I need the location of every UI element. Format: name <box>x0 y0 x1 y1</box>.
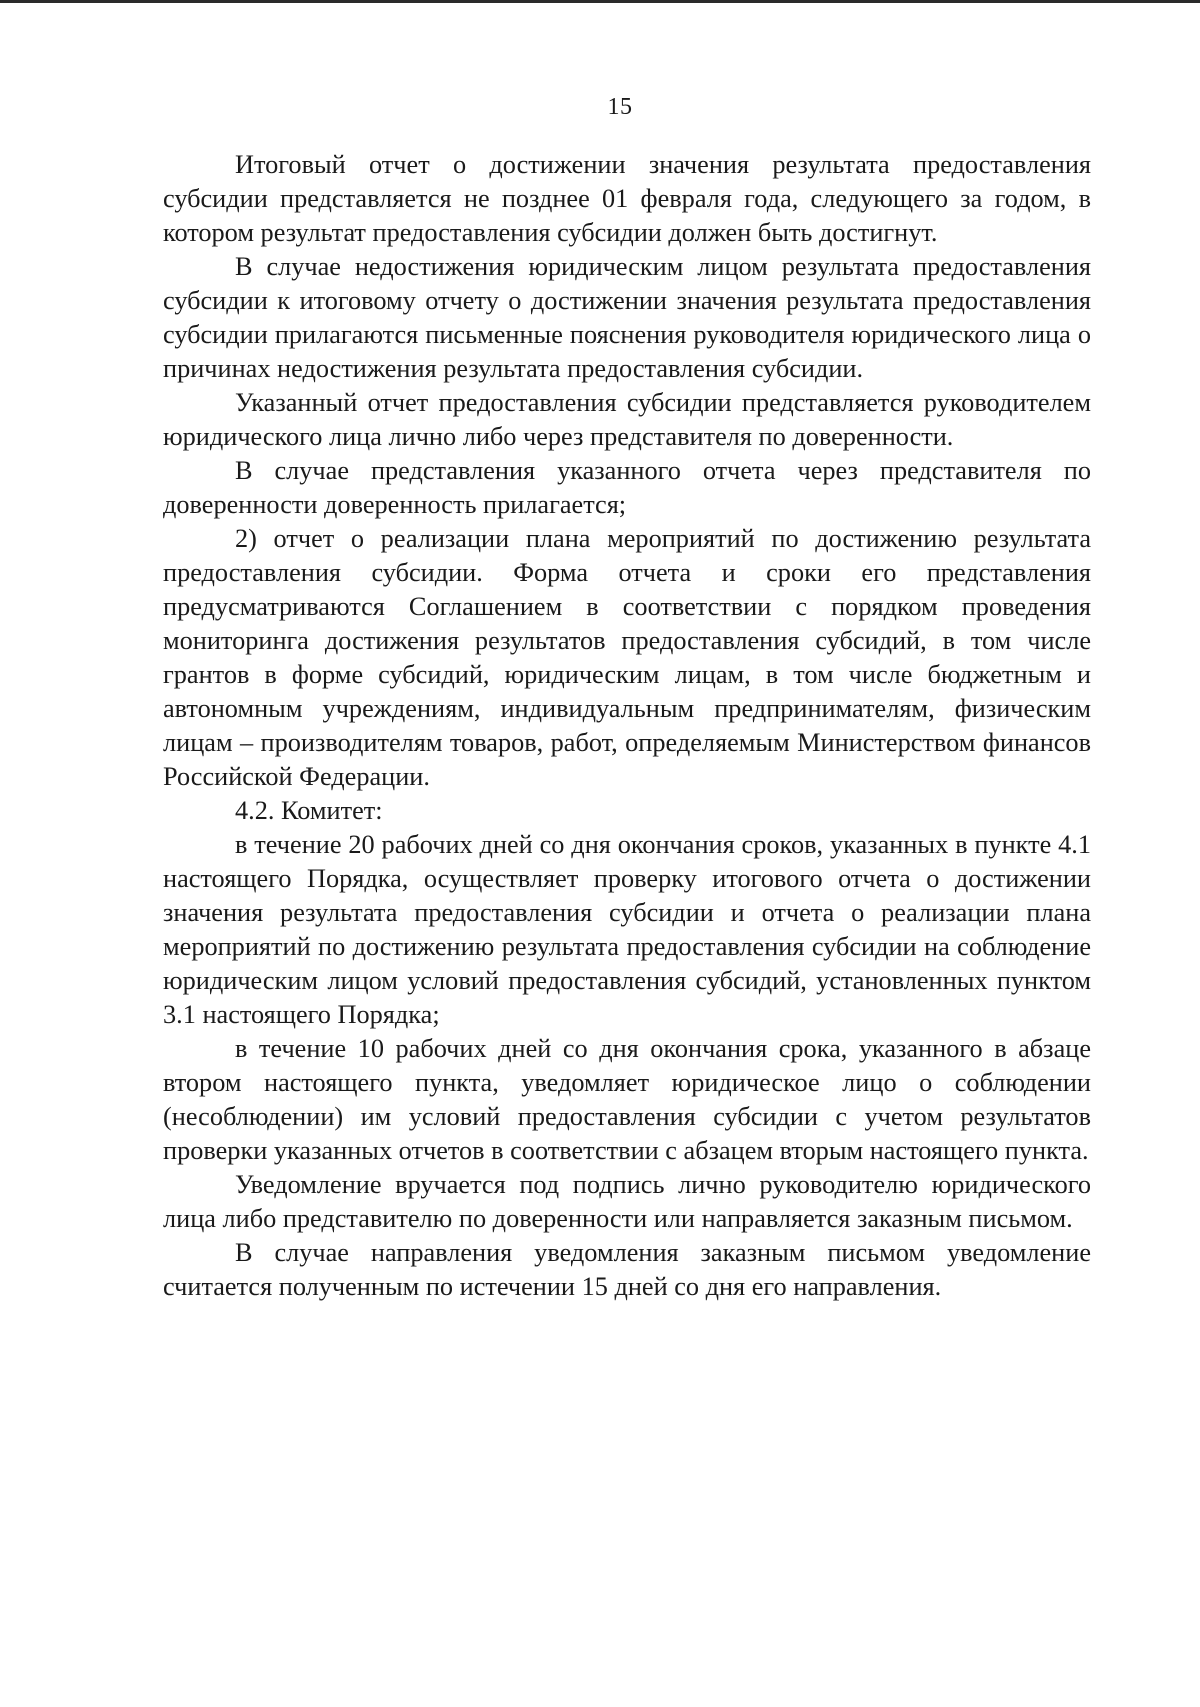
paragraph-power-of-attorney: В случае представления указанного отчета через представителя по доверенности доверенность прилагается; <box>163 456 1091 519</box>
page-number: 15 <box>607 94 633 120</box>
paragraph-committee-verification: в течение 20 рабочих дней со дня окончания сроков, указанных в пункте 4.1 настоящего Порядка, осуществляет проверку итогового отчета о достижении значения результата предоставления субсидии и отчета о реализации плана мероприятий по достижению результата предоставления субсидии на соблюдение юридическим лицом условий предоставления субсидий, установленных пунктом 3.1 настоящего Порядка; <box>163 830 1091 1029</box>
paragraph-report-submission: Указанный отчет предоставления субсидии представляется руководителем юридического лица лично либо через представителя по доверенности. <box>163 388 1091 451</box>
document-body <box>163 148 1091 1304</box>
paragraph-notice-delivery: Уведомление вручается под подпись лично руководителю юридического лица либо представителю по доверенности или направляется заказным письмом. <box>163 1170 1091 1233</box>
paragraph-committee-heading: 4.2. Комитет: <box>235 796 383 825</box>
paragraph-non-achievement-explanations: В случае недостижения юридическим лицом результата предоставления субсидии к итоговому отчету о достижении значения результата предоставления субсидии прилагаются письменные пояснения руководителя юридического лица о причинах недостижения результата предоставления субсидии. <box>163 252 1091 383</box>
paragraph-committee-notification: в течение 10 рабочих дней со дня окончания срока, указанного в абзаце втором настоящего пункта, уведомляет юридическое лицо о соблюдении (несоблюдении) им условий предоставления субсидии с учетом результатов проверки указанных отчетов в соответствии с абзацем вторым настоящего пункта. <box>163 1034 1091 1165</box>
scan-top-edge <box>0 0 1200 3</box>
paragraph-action-plan-report: 2) отчет о реализации плана мероприятий по достижению результата предоставления субсидии. Форма отчета и сроки его представления предусматриваются Соглашением в соответствии с порядком проведения мониторинга достижения результатов предоставления субсидий, в том числе грантов в форме субсидий, юридическим лицам, в том числе бюджетным и автономным учреждениям, индивидуальным предпринимателям, физическим лицам – производителям товаров, работ, определяемым Министерством финансов Российской Федерации. <box>163 524 1091 791</box>
paragraph-notice-received: В случае направления уведомления заказным письмом уведомление считается полученным по истечении 15 дней со дня его направления. <box>163 1238 1091 1301</box>
paragraph-final-report-deadline: Итоговый отчет о достижении значения результата предоставления субсидии представляется не позднее 01 февраля года, следующего за годом, в котором результат предоставления субсидии должен быть достигнут. <box>163 150 1091 247</box>
